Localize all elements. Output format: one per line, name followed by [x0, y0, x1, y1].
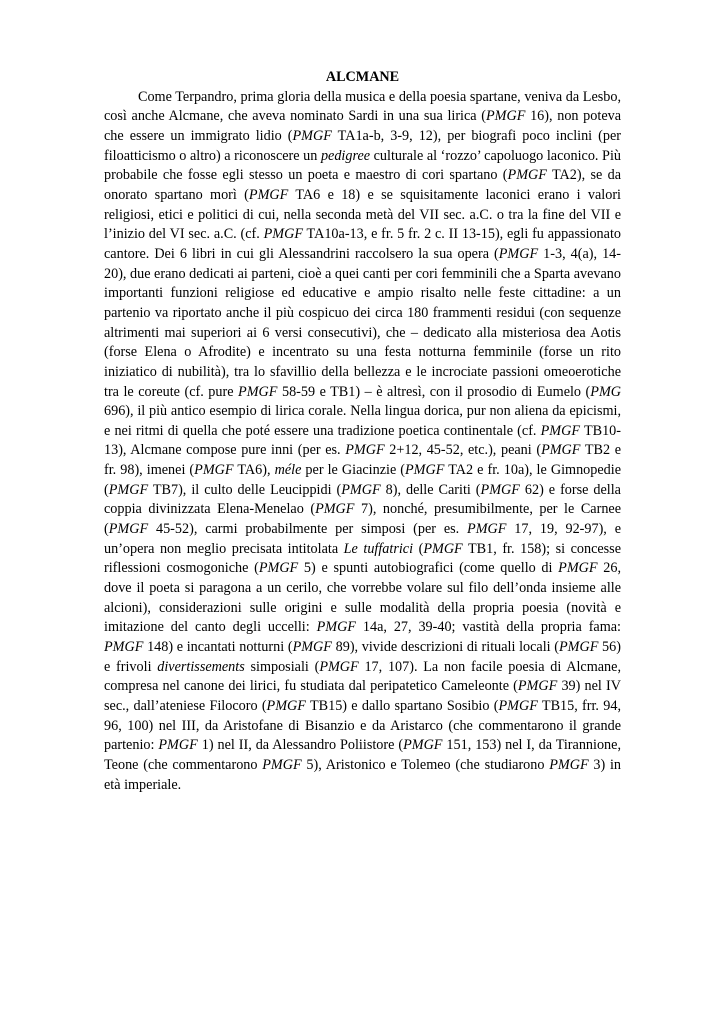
body-paragraph: Come Terpandro, prima gloria della musica e della poesia spartane, veniva da Lesbo, così anche Alcmane, che aveva nominato Sardi in una sua lirica (PMGF 16), non poteva che essere un immigrato lidio (PMGF TA1a-b, 3-9, 12), per biografi poco inclini (per filoatticismo o altro) a riconoscere un pedigree culturale al ‘rozzo’ capoluogo laconico. Più probabile che fosse egli stesso un poeta e maestro di cori spartano (PMGF TA2), se da onorato spartano morì (PMGF TA6 e 18) e se squisitamente laconici erano i valori religiosi, etici e politici di cui, nella seconda metà del VII sec. a.C. o tra la fine del VII e l’inizio del VI sec. a.C. (cf. PMGF TA10a-13, e fr. 5 fr. 2 c. II 13-15), egli fu appassionato cantore. Dei 6 libri in cui gli Alessandrini raccolsero la sua opera (PMGF 1-3, 4(a), 14-20), due erano dedicati ai parteni, cioè a quei canti per cori femminili che a Sparta avevano importanti funzioni religiose ed educative e ampio risalto nelle feste cittadine: a un partenio va riportato anche il più cospicuo dei circa 180 frammenti residui (con sequenze altrimenti mai superiori ai 6 versi consecutivi), che – dedicato alla misteriosa dea Aotis (forse Elena o Afrodite) e incentrato su una festa notturna femminile (forse un rito iniziatico di nubilità), tra lo sfavillio della bellezza e le incrociate passioni omeoerotiche tra le coreute (cf. pure PMGF 58-59 e TB1) – è altresì, con il prosodio di Eumelo (PMG 696), il più antico esempio di lirica corale. Nella lingua dorica, pur non aliena da epicismi, e nei ritmi di quella che poté essere una tradizione poetica continentale (cf. PMGF TB10-13), Alcmane compose pure inni (per es. PMGF 2+12, 45-52, etc.), peani (PMGF TB2 e fr. 98), imenei (PMGF TA6), méle per le Giacinzie (PMGF TA2 e fr. 10a), le Gimnopedie (PMGF TB7), il culto delle Leucippidi (PMGF 8), delle Cariti (PMGF 62) e forse della coppia divinizzata Elena-Menelao (PMGF 7), nonché, presumibilmente, per le Carnee (PMGF 45-52), carmi probabilmente per simposi (per es. PMGF 17, 19, 92-97), e un’opera non meglio precisata intitolata Le tuffatrici (PMGF TB1, fr. 158); si concesse riflessioni cosmogoniche (PMGF 5) e spunti autobiografici (come quello di PMGF 26, dove il poeta si paragona a un cerilo, che vorrebbe volare sul filo dell’onda insieme alle alcioni), considerazioni sulle origini e sulle modalità della propria poesia (novità e imitazione del canto degli uccelli: PMGF 14a, 27, 39-40; vastità della propria fama: PMGF 148) e incantati notturni (PMGF 89), vivide descrizioni di rituali locali (PMGF 56) e frivoli divertissements simposiali (PMGF 17, 107). La non facile poesia di Alcmane, compresa nel canone dei lirici, fu studiata dal peripatetico Cameleonte (PMGF 39) nel IV sec., dall’ateniese Filocoro (PMGF TB15) e dallo spartano Sosibio (PMGF TB15, frr. 94, 96, 100) nel III, da Aristofane di Bisanzio e da Aristarco (che commentarono il grande partenio: PMGF 1) nel II, da Alessandro Poliistore (PMGF 151, 153) nel I, da Tirannione, Teone (che commentarono PMGF 5), Aristonico e Tolemeo (che studiarono PMGF 3) in età imperiale. — [104, 88, 622, 793]
document-page — [104, 68, 621, 795]
page-title: ALCMANE — [325, 69, 400, 85]
